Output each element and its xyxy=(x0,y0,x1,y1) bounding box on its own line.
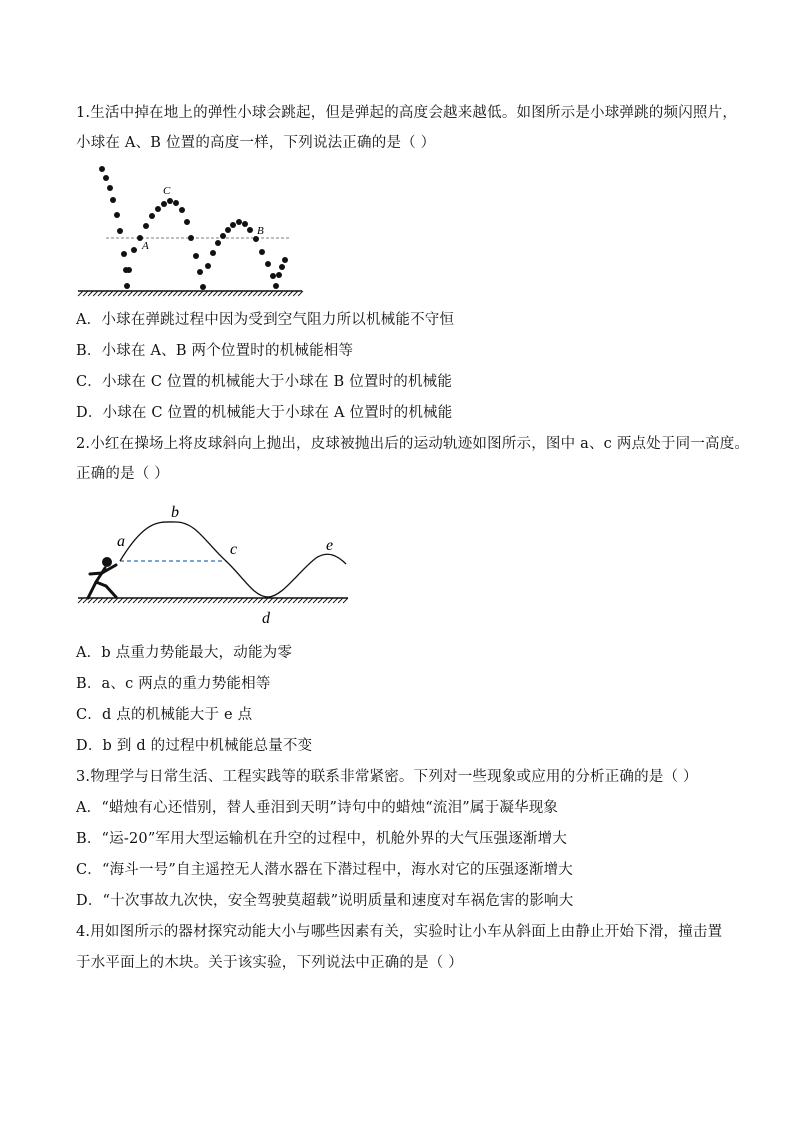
q2-label-e: e xyxy=(326,537,334,554)
ball-dot xyxy=(131,247,137,253)
q3-stem-line1: 3.物理学与日常生活、工程实践等的联系非常紧密。下列对一些现象或应用的分析正确的是（ ） xyxy=(76,769,698,785)
ball-dot xyxy=(155,206,161,212)
q2-stem-line2: 正确的是（ ） xyxy=(76,466,170,482)
ball-dot xyxy=(242,221,248,227)
ball-dot xyxy=(121,251,127,257)
q1-option-d: D．小球在 C 位置的机械能大于小球在 A 位置时的机械能 xyxy=(76,405,453,421)
ball-dot xyxy=(259,249,265,255)
ball-dot xyxy=(205,263,211,269)
ball-dot xyxy=(117,228,123,234)
ball-dot xyxy=(179,207,185,213)
ball-dot xyxy=(197,269,203,275)
q1-stem-line2: 小球在 A、B 位置的高度一样，下列说法正确的是（ ） xyxy=(76,135,436,151)
ball-dot xyxy=(215,240,221,246)
q2-option-d: D．b 到 d 的过程中机械能总量不变 xyxy=(76,738,313,754)
ball-dot xyxy=(167,198,173,204)
ball-dot xyxy=(188,235,194,241)
ball-dot xyxy=(124,283,130,289)
ball-dot xyxy=(110,197,116,203)
q1-option-a: A．小球在弹跳过程中因为受到空气阻力所以机械能不守恒 xyxy=(76,312,455,328)
q4-stem-line2: 于水平面上的木块。关于该实验，下列说法中正确的是（ ） xyxy=(76,955,464,971)
q3-option-b: B．“运-20”军用大型运输机在升空的过程中，机舱外界的大气压强逐渐增大 xyxy=(76,831,568,847)
ball-dot xyxy=(279,264,285,270)
q2-option-b: B．a、c 两点的重力势能相等 xyxy=(76,676,271,692)
thrower-head xyxy=(102,557,112,567)
q2-option-a: A．b 点重力势能最大，动能为零 xyxy=(76,645,293,661)
q2-label-b: b xyxy=(171,504,179,521)
q1-label-b: B xyxy=(257,225,264,237)
ball-dot xyxy=(149,213,155,219)
thrower-figure xyxy=(88,557,116,598)
ball-dot xyxy=(107,185,113,191)
ball-dot xyxy=(143,223,149,229)
ball-dot xyxy=(193,253,199,259)
q4-stem-line1: 4.用如图所示的器材探究动能大小与哪些因素有关，实验时让小车从斜面上由静止开始下滑，撞击置 xyxy=(76,924,723,940)
q2-stem-line1: 2.小红在操场上将皮球斜向上抛出，皮球被抛出后的运动轨迹如图所示，图中 a、c 两点处于同一高度。 xyxy=(76,436,750,452)
ball-dot xyxy=(220,233,226,239)
q2-label-c: c xyxy=(230,541,238,558)
ball-dot xyxy=(200,284,206,290)
q2-label-d: d xyxy=(262,610,270,627)
ball-dot xyxy=(265,261,271,267)
q1-option-b: B．小球在 A、B 两个位置时的机械能相等 xyxy=(76,343,354,359)
ball-dot xyxy=(225,227,231,233)
q3-option-a: A．“蜡烛有心还惜别，替人垂泪到天明”诗句中的蜡烛“流泪”属于凝华现象 xyxy=(76,800,559,816)
q2-label-a: a xyxy=(117,533,125,550)
ball-dot xyxy=(276,272,282,278)
q1-label-c: C xyxy=(163,185,171,197)
q1-stem-line1: 1.生活中掉在地上的弹性小球会跳起，但是弹起的高度会越来越低。如图所示是小球弹跳的频闪照片， xyxy=(76,105,738,121)
q1-option-c: C．小球在 C 位置的机械能大于小球在 B 位置时的机械能 xyxy=(76,374,453,390)
ball-dot xyxy=(282,257,288,263)
q1-bouncing-ball-figure xyxy=(76,160,316,300)
q3-option-d: D．“十次事故九次快，安全驾驶莫超载”说明质量和速度对车祸危害的影响大 xyxy=(76,893,574,909)
ball-dot xyxy=(273,283,279,289)
ball-dot xyxy=(247,227,253,233)
ball-dot xyxy=(184,219,190,225)
q3-option-c: C．“海斗一号”自主遥控无人潜水器在下潜过程中，海水对它的压强逐渐增大 xyxy=(76,862,573,878)
ball-dot xyxy=(99,166,105,172)
q1-label-a: A xyxy=(142,240,149,252)
q2-trajectory-curve xyxy=(120,522,346,597)
ball-dot xyxy=(236,219,242,225)
ball-dot xyxy=(210,250,216,256)
ball-dot xyxy=(230,222,236,228)
ball-dot xyxy=(126,267,132,273)
q2-trajectory-figure xyxy=(76,498,356,630)
ball-dot xyxy=(173,200,179,206)
ball-dot xyxy=(114,212,120,218)
ball-dot xyxy=(161,201,167,207)
ball-dot xyxy=(270,273,276,279)
ball-dot xyxy=(103,175,109,181)
q2-option-c: C．d 点的机械能大于 e 点 xyxy=(76,707,253,723)
